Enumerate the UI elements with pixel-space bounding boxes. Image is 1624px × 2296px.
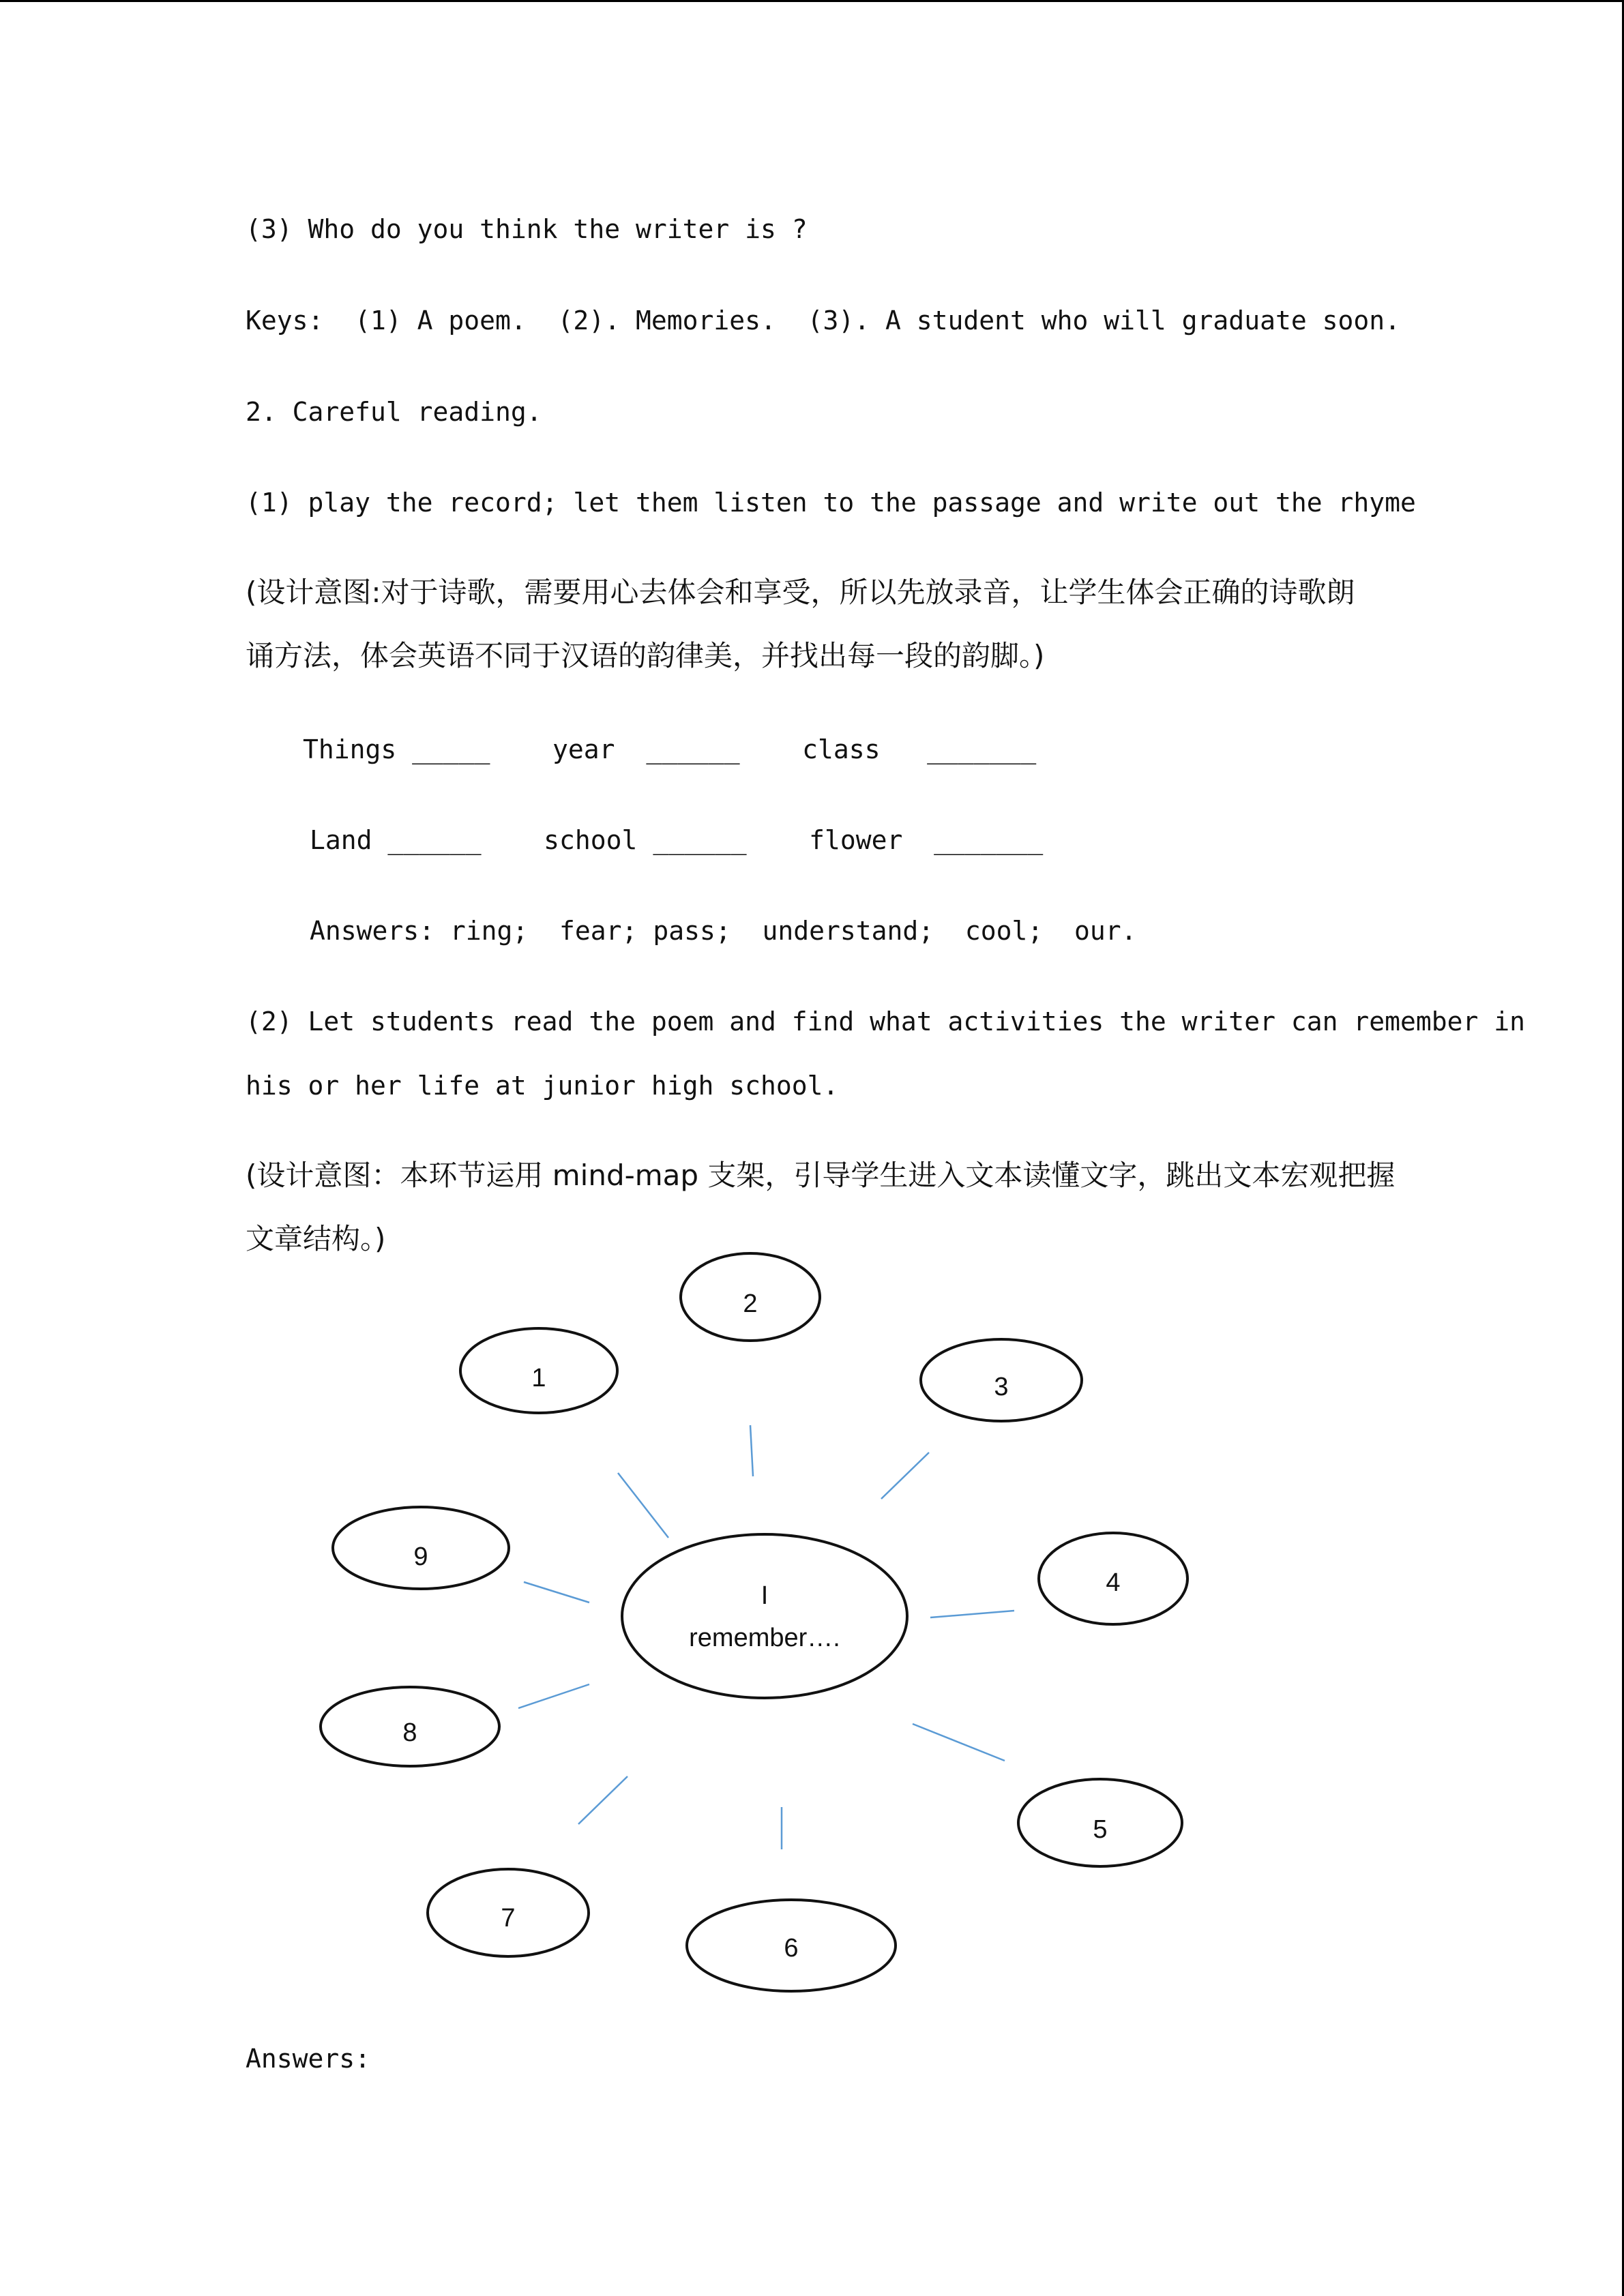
rhyme-blanks-row-1: Things _____ year ______ class _______	[303, 734, 1037, 764]
node-8-label: 8	[402, 1718, 417, 1747]
design-intent-2-line-1: (设计意图：本环节运用 mind-map 支架，引导学生进入文本读懂文字，跳出文本宏观把握	[246, 1159, 1396, 1192]
node-4-label: 4	[1106, 1568, 1121, 1597]
node-7-label: 7	[501, 1904, 516, 1933]
connector-1	[618, 1473, 668, 1538]
section-careful-reading: 2. Careful reading.	[246, 397, 542, 427]
connector-4	[930, 1611, 1014, 1617]
center-label-line-2: remember….	[689, 1624, 840, 1652]
connector-9	[524, 1582, 589, 1602]
connector-2	[750, 1425, 753, 1476]
connector-8	[518, 1684, 589, 1708]
design-intent-1-line-2: 诵方法，体会英语不同于汉语的韵律美，并找出每一段的韵脚。)	[246, 639, 1045, 672]
rhyme-blanks-row-2: Land ______ school ______ flower _______	[310, 825, 1044, 855]
keys-line: Keys: (1) A poem. (2). Memories. (3). A student who will graduate soon.	[246, 305, 1400, 336]
question-3: (3) Who do you think the writer is ?	[246, 214, 808, 244]
node-2-label: 2	[743, 1289, 758, 1318]
step-2-line-1: (2) Let students read the poem and find what activities the writer can remember in	[246, 1007, 1525, 1037]
node-9-label: 9	[413, 1542, 428, 1571]
node-1-label: 1	[531, 1364, 546, 1392]
node-3-label: 3	[994, 1373, 1009, 1401]
connector-3	[881, 1452, 929, 1499]
connector-5	[913, 1724, 1005, 1761]
rhyme-answers: Answers: ring; fear; pass; understand; cool; our.	[310, 916, 1137, 946]
answers-label: Answers:	[246, 2044, 371, 2074]
design-intent-1-line-1: (设计意图:对于诗歌，需要用心去体会和享受，所以先放录音，让学生体会正确的诗歌朗	[246, 576, 1355, 609]
center-node	[622, 1534, 907, 1698]
step-2-line-2: his or her life at junior high school.	[246, 1071, 839, 1101]
node-5-label: 5	[1093, 1815, 1108, 1844]
node-6-label: 6	[784, 1934, 799, 1963]
step-1-instruction: (1) play the record; let them listen to the passage and write out the rhyme	[246, 488, 1416, 518]
center-label-line-1: I	[761, 1581, 769, 1610]
design-intent-2-line-2: 文章结构。)	[246, 1222, 386, 1255]
connector-7	[578, 1776, 628, 1824]
